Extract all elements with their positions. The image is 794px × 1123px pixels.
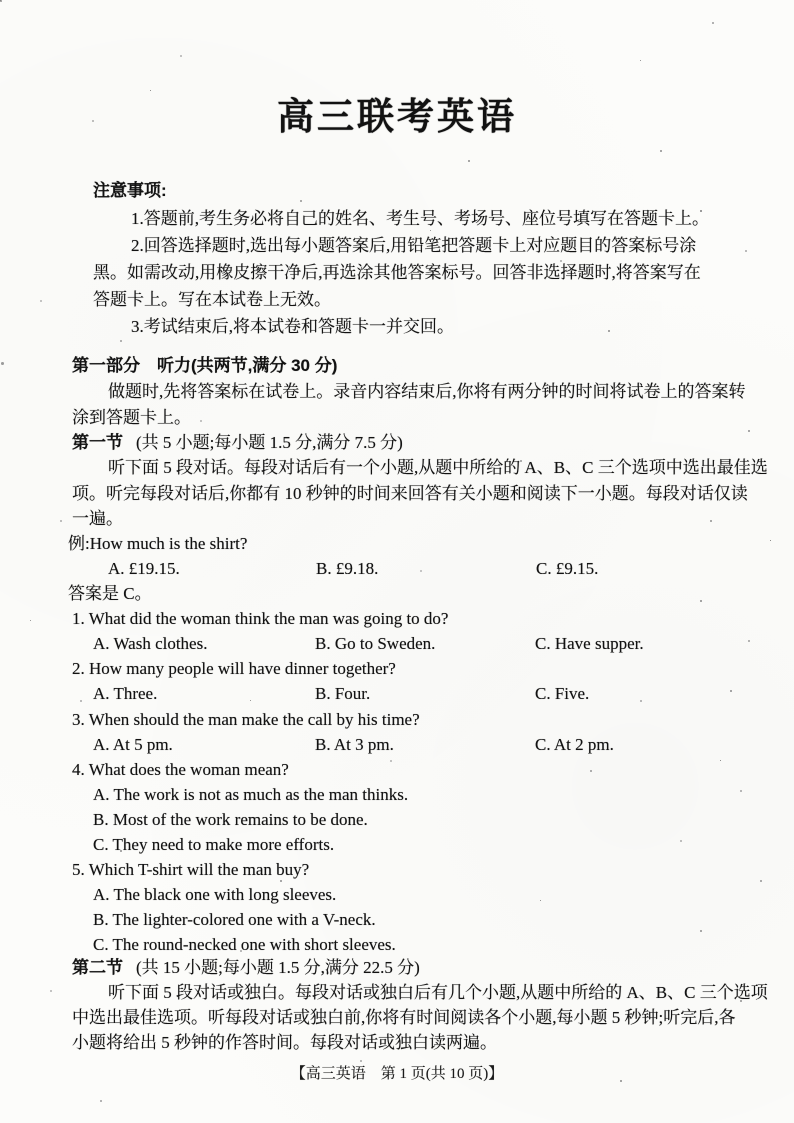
question-3-options [93,734,783,758]
section1-heading-label: 第一节 [72,433,123,452]
question-2-option-b: B. Four. [315,684,371,703]
question-2-options [93,683,783,707]
question-4-option-a: A. The work is not as much as the man thinks. [93,785,409,804]
question-2-option-c: C. Five. [535,684,590,703]
question-1-option-a: A. Wash clothes. [93,634,208,653]
question-1-option-b: B. Go to Sweden. [315,634,436,653]
notice-item-2-line-2: 黑。如需改动,用橡皮擦干净后,再选涂其他答案标号。回答非选择题时,将答案写在 [93,263,701,282]
question-4: 4. What does the woman mean? [72,760,289,779]
question-3-option-b: B. At 3 pm. [315,735,394,754]
notice-item-3: 3.考试结束后,将本试卷和答题卡一并交回。 [131,317,454,336]
page-title: 高三联考英语 [277,96,517,137]
question-4-option-c: C. They need to make more efforts. [93,835,335,854]
section2-heading [72,957,420,979]
section2-heading-label: 第二节 [72,958,123,977]
page-footer: 【高三英语 第 1 页(共 10 页)】 [290,1066,504,1082]
question-5-option-b: B. The lighter-colored one with a V-neck. [93,910,376,929]
section2-instruction-line-3: 小题将给出 5 秒钟的作答时间。每段对话或独白读两遍。 [72,1033,497,1052]
question-4-option-b: B. Most of the work remains to be done. [93,810,368,829]
section2-instruction-line-2: 中选出最佳选项。听每段对话或独白前,你将有时间阅读各个小题,每小题 5 秒钟;听完后,各 [72,1008,736,1027]
example-question: 例:How much is the shirt? [68,534,248,553]
notice-item-2-line-1: 2.回答选择题时,选出每小题答案后,用铅笔把答题卡上对应题目的答案标号涂 [131,236,697,255]
question-5-option-a: A. The black one with long sleeves. [93,885,337,904]
question-2-option-a: A. Three. [93,684,158,703]
question-3-option-a: A. At 5 pm. [93,735,173,754]
section1-instruction-line-3: 一遍。 [72,509,123,528]
question-1: 1. What did the woman think the man was going to do? [72,609,449,628]
question-1-option-c: C. Have supper. [535,634,644,653]
notice-heading: 注意事项: [93,181,167,200]
section2-heading-score: (共 15 小题;每小题 1.5 分,满分 22.5 分) [136,958,420,977]
section1-heading [72,432,403,454]
question-3: 3. When should the man make the call by his time? [72,710,420,729]
section1-heading-score: (共 5 小题;每小题 1.5 分,满分 7.5 分) [136,433,403,452]
section1-instruction-line-1: 听下面 5 段对话。每段对话后有一个小题,从题中所给的 A、B、C 三个选项中选出最佳选 [108,458,768,477]
part1-intro-line-1: 做题时,先将答案标在试卷上。录音内容结束后,你将有两分钟的时间将试卷上的答案转 [108,382,746,401]
question-2: 2. How many people will have dinner together? [72,659,396,678]
part1-intro-line-2: 涂到答题卡上。 [72,408,191,427]
scan-noise-layer-2 [0,0,1,1]
example-options [108,558,794,582]
section1-instruction-line-2: 项。听完每段对话后,你都有 10 秒钟的时间来回答有关小题和阅读下一小题。每段对话仅读 [72,484,748,503]
question-1-options [93,633,783,657]
example-option-b: B. £9.18. [316,559,379,578]
part1-heading: 第一部分 听力(共两节,满分 30 分) [72,356,338,375]
example-answer: 答案是 C。 [68,584,152,603]
question-3-option-c: C. At 2 pm. [535,735,614,754]
question-5: 5. Which T-shirt will the man buy? [72,860,310,879]
question-5-option-c: C. The round-necked one with short sleeves. [93,935,396,954]
example-option-c: C. £9.15. [536,559,599,578]
notice-item-1: 1.答题前,考生务必将自己的姓名、考生号、考场号、座位号填写在答题卡上。 [131,209,709,228]
notice-item-2-line-3: 答题卡上。写在本试卷上无效。 [93,290,331,309]
example-option-a: A. £19.15. [108,559,180,578]
section2-instruction-line-1: 听下面 5 段对话或独白。每段对话或独白后有几个小题,从题中所给的 A、B、C 三个选项 [108,983,768,1002]
